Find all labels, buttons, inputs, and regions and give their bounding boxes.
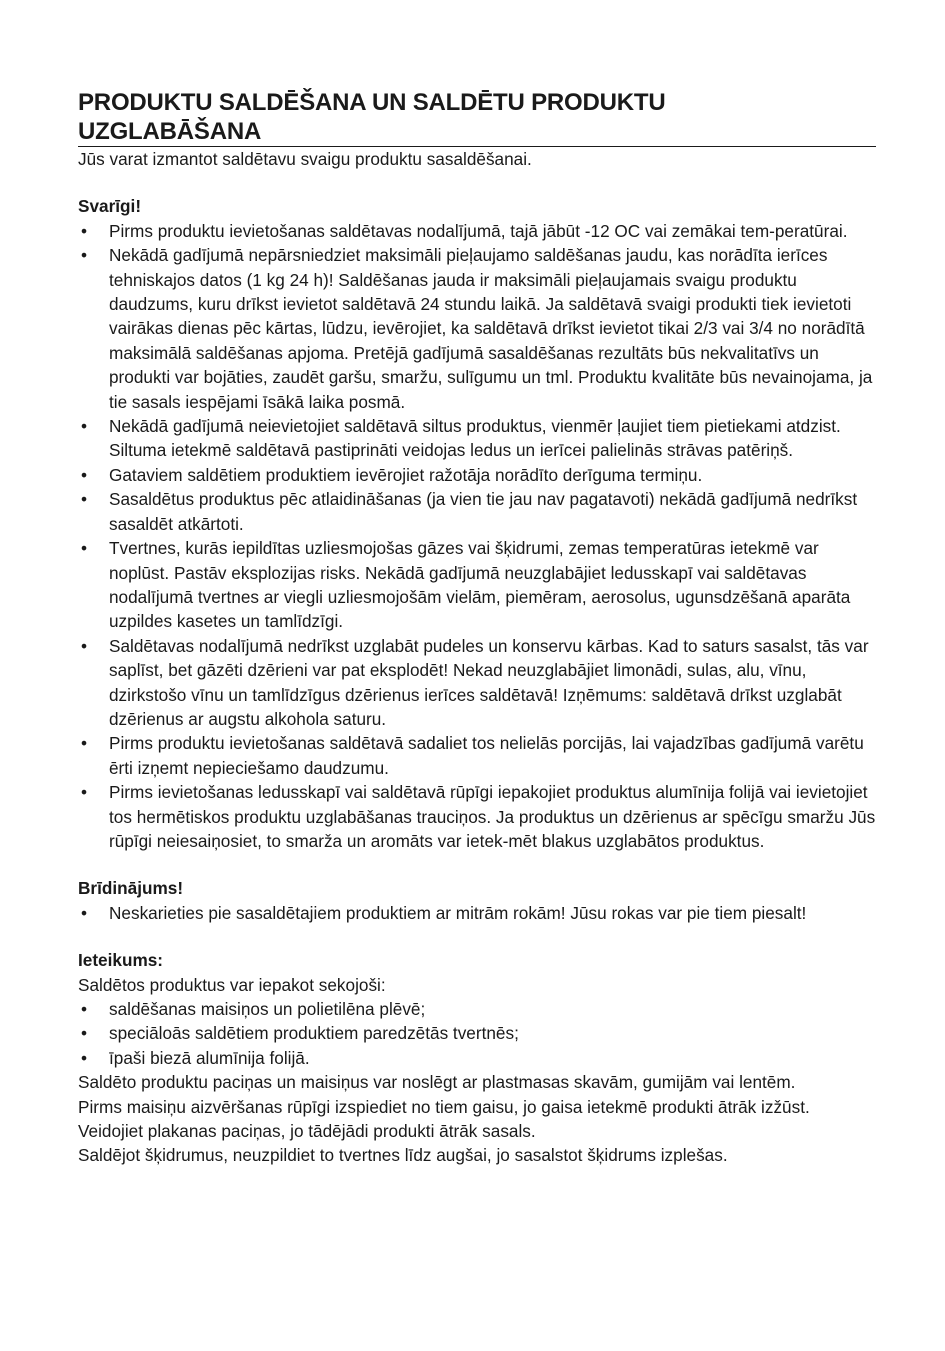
important-item: • Pirms produktu ievietošanas saldētavas nodalījumā, tajā jābūt -12 OC vai zemākai tem-peratūrai. — [78, 219, 876, 243]
advice-item: • īpaši biezā alumīnija folijā. — [78, 1046, 876, 1070]
advice-heading: Ieteikums: — [78, 950, 164, 971]
important-item: • Saldētavas nodalījumā nedrīkst uzglabāt pudeles un konservu kārbas. Kad to saturs sasalst, tās var saplīst, bet gāzēti dzērieni var pat eksplodēt! Nekad neuzglabājiet limonādi, sulas, alu, vīnu, dzirkstošo vīnu un tamlīdzīgus dzērienus ierīces saldētavā! Izņēmums: saldētavā drīkst uzglabāt dzērienus ar augstu alkohola saturu. — [78, 634, 876, 732]
document-content — [78, 88, 876, 1168]
important-heading: Svarīgi! — [78, 196, 142, 217]
important-item: • Pirms produktu ievietošanas saldētavā sadaliet tos nelielās porcijās, lai vajadzības gadījumā varētu ērti izņemt nepieciešamo daudzumu. — [78, 731, 876, 780]
title-line-2: UZGLABĀŠANA — [78, 118, 262, 145]
advice-list — [78, 997, 876, 1070]
advice-lead: Saldētos produktus var iepakot sekojoši: — [78, 974, 386, 995]
title-line-1: PRODUKTU SALDĒŠANA UN SALDĒTU PRODUKTU — [78, 89, 666, 116]
advice-paragraph: Saldējot šķidrumus, neuzpildiet to tvertnes līdz augšai, jo sasalstot šķidrums izplešas. — [78, 1145, 728, 1166]
page-title — [78, 88, 876, 146]
important-item: • Gataviem saldētiem produktiem ievērojiet ražotāja norādīto derīguma termiņu. — [78, 463, 876, 487]
important-list — [78, 219, 876, 854]
important-item: • Sasaldētus produktus pēc atlaidināšanas (ja vien tie jau nav pagatavoti) nekādā gadījumā nedrīkst sasaldēt atkārtoti. — [78, 487, 876, 536]
warning-heading: Brīdinājums! — [78, 878, 184, 899]
intro-paragraph: Jūs varat izmantot saldētavu svaigu produktu sasaldēšanai. — [78, 149, 532, 169]
important-item: • Nekādā gadījumā neievietojiet saldētavā siltus produktus, vienmēr ļaujiet tiem pietiekami atdzist. Siltuma ietekmē saldētavā pastiprināti veidojas ledus un ierīcei palielinās strāvas patēriņš. — [78, 414, 876, 463]
important-item: • Tvertnes, kurās iepildītas uzliesmojošas gāzes vai šķidrumi, zemas temperatūras ietekmē var noplūst. Pastāv eksplozijas risks. Nekādā gadījumā neuzglabājiet ledusskapī vai saldētavas nodalījumā tvertnes ar viegli uzliesmojošām vielām, piemēram, aerosolus, ugunsdzēšanā aparāta uzpildes kasetes un tamlīdzīgi. — [78, 536, 876, 634]
advice-item: • speciāloās saldētiem produktiem paredzētās tvertnēs; — [78, 1021, 876, 1045]
warning-item: • Neskarieties pie sasaldētajiem produktiem ar mitrām rokām! Jūsu rokas var pie tiem piesalt! — [78, 901, 876, 925]
warning-list — [78, 901, 876, 925]
advice-paragraph: Veidojiet plakanas paciņas, jo tādējādi produkti ātrāk sasals. — [78, 1121, 536, 1142]
important-item: • Nekādā gadījumā nepārsniedziet maksimāli pieļaujamo saldēšanas jaudu, kas norādīta ierīces tehniskajos datos (1 kg 24 h)! Saldēšanas jauda ir maksimāli pieļaujamais svaigu produktu daudzums, kuru drīkst ievietot saldētavā 24 stundu laikā. Ja saldētavā svaigi produkti tiek ievietoti vairākas dienas pēc kārtas, lūdzu, ievērojiet, ka saldētavā drīkst ievietot tikai 2/3 vai 3/4 no norādītā maksimālā saldēšanas apjoma. Pretējā gadījumā sasaldēšanas rezultāts būs nekvalitatīvs un produkti var bojāties, zaudēt garšu, smaržu, sulīgumu un tml. Produktu kvalitāte būs nevainojama, ja tie sasals iespējami īsākā laika posmā. — [78, 243, 876, 414]
important-item: • Pirms ievietošanas ledusskapī vai saldētavā rūpīgi iepakojiet produktus alumīnija folijā vai ievietojiet tos hermētiskos produktu uzglabāšanas trauciņos. Ja produktus un dzērienus ar spēcīgu smaržu Jūs rūpīgi neiesaiņosiet, to smarža un aromāts var ietek-mēt blakus uzglabātos produktus. — [78, 780, 876, 853]
advice-item: • saldēšanas maisiņos un polietilēna plēvē; — [78, 997, 876, 1021]
advice-paragraph: Saldēto produktu paciņas un maisiņus var noslēgt ar plastmasas skavām, gumijām vai lentēm. — [78, 1072, 796, 1093]
advice-paragraph: Pirms maisiņu aizvēršanas rūpīgi izspiediet no tiem gaisu, jo gaisa ietekmē produkti ātrāk izžūst. — [78, 1096, 810, 1117]
